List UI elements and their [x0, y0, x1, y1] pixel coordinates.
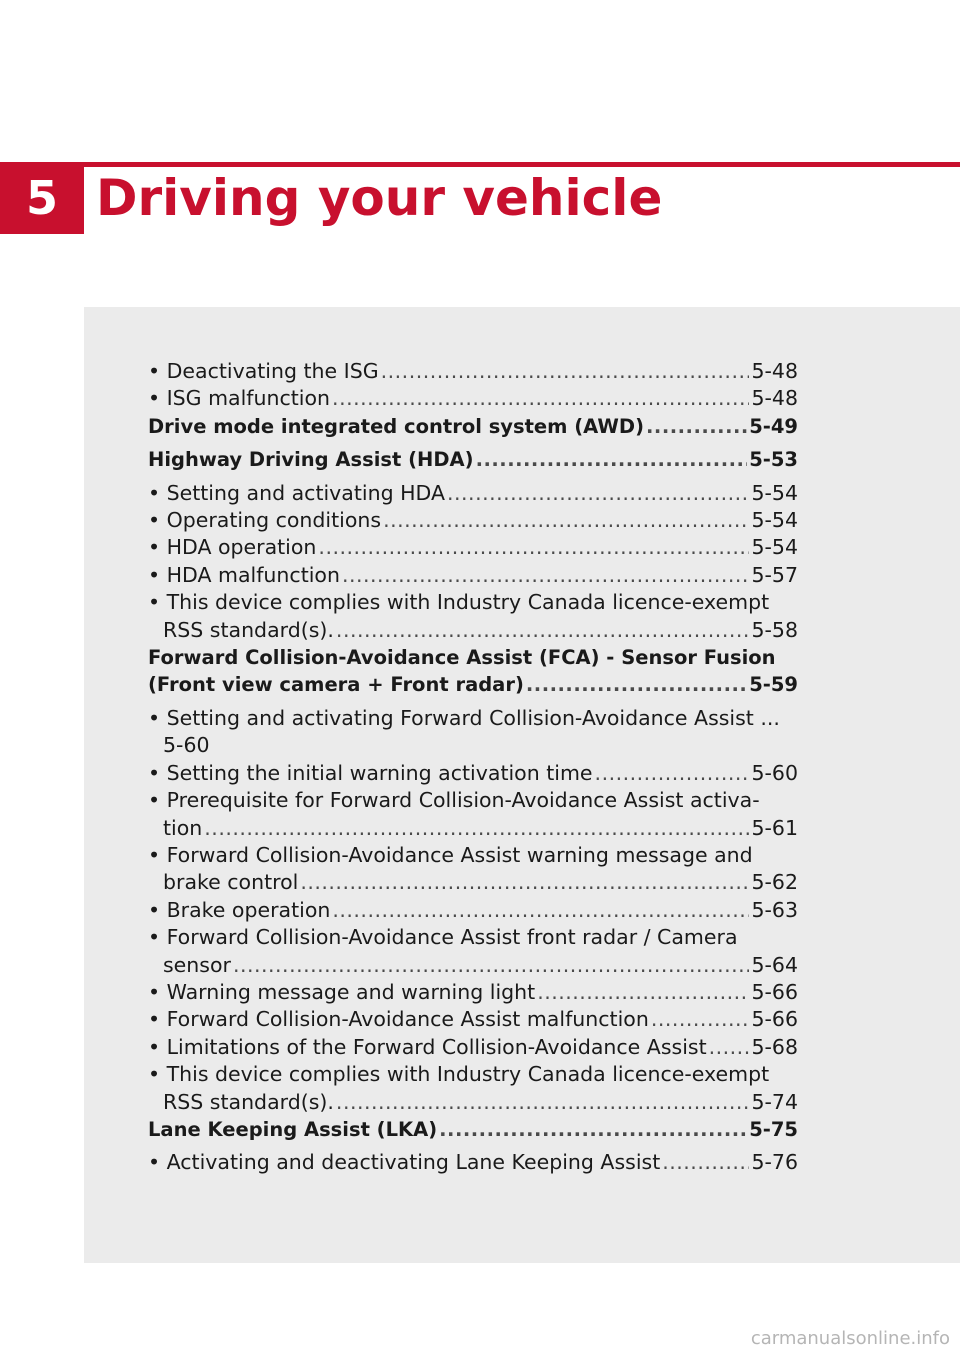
toc-entry-fca-limitations[interactable]: • Limitations of the Forward Collision-Avoidance Assist ..... 5-68	[148, 1034, 798, 1061]
toc-entry-warning-message-light[interactable]: • Warning message and warning light ..... 5-66	[148, 979, 798, 1006]
watermark: carmanualsonline.info	[750, 1328, 950, 1349]
toc-entry-prerequisite-fca[interactable]: • Prerequisite for Forward Collision-Avoidance Assist activa- tion ..... 5-61	[148, 787, 798, 842]
toc-entry-hda-malfunction[interactable]: • HDA malfunction ..... 5-57	[148, 562, 798, 589]
toc-section-fca[interactable]: Forward Collision-Avoidance Assist (FCA) - Sensor Fusion (Front view camera + Front radar) ..... 5-59	[148, 644, 798, 699]
toc-section-drive-mode[interactable]: Drive mode integrated control system (AWD) ..... 5-49	[148, 413, 798, 440]
toc-entry-isg-malfunction[interactable]: • ISG malfunction ..... 5-48	[148, 385, 798, 412]
toc-entry-initial-warning-time[interactable]: • Setting the initial warning activation time ..... 5-60	[148, 760, 798, 787]
toc-entry-activating-lka[interactable]: • Activating and deactivating Lane Keeping Assist ..... 5-76	[148, 1149, 798, 1176]
toc-entry-deactivating-isg[interactable]: • Deactivating the ISG ..... 5-48	[148, 358, 798, 385]
toc-entry-hda-operation[interactable]: • HDA operation ..... 5-54	[148, 534, 798, 561]
chapter-number-box	[0, 162, 84, 234]
chapter-title: Driving your vehicle	[96, 169, 663, 227]
toc-entry-setting-fca[interactable]: • Setting and activating Forward Collision-Avoidance Assist ... 5-60	[148, 705, 780, 758]
toc-section-hda[interactable]: Highway Driving Assist (HDA) ..... 5-53	[148, 446, 798, 473]
toc-entry-operating-conditions[interactable]: • Operating conditions ..... 5-54	[148, 507, 798, 534]
toc-entry-fca-radar-camera[interactable]: • Forward Collision-Avoidance Assist front radar / Camera sensor ..... 5-64	[148, 924, 798, 979]
toc-entry-brake-operation[interactable]: • Brake operation ..... 5-63	[148, 897, 798, 924]
toc-entry-setting-hda[interactable]: • Setting and activating HDA ..... 5-54	[148, 480, 798, 507]
toc-list	[148, 358, 798, 1177]
toc-entry-industry-canada-fca[interactable]: • This device complies with Industry Canada licence-exempt RSS standard(s). ..... 5-74	[148, 1061, 798, 1116]
toc-section-lka[interactable]: Lane Keeping Assist (LKA) ..... 5-75	[148, 1116, 798, 1143]
toc-entry-fca-malfunction[interactable]: • Forward Collision-Avoidance Assist malfunction ..... 5-66	[148, 1006, 798, 1033]
chapter-header-bar	[0, 162, 960, 167]
toc-entry-industry-canada-hda[interactable]: • This device complies with Industry Canada licence-exempt RSS standard(s). ..... 5-58	[148, 589, 798, 644]
toc-entry-fca-warning-message[interactable]: • Forward Collision-Avoidance Assist warning message and brake control ..... 5-62	[148, 842, 798, 897]
chapter-number: 5	[25, 171, 58, 225]
